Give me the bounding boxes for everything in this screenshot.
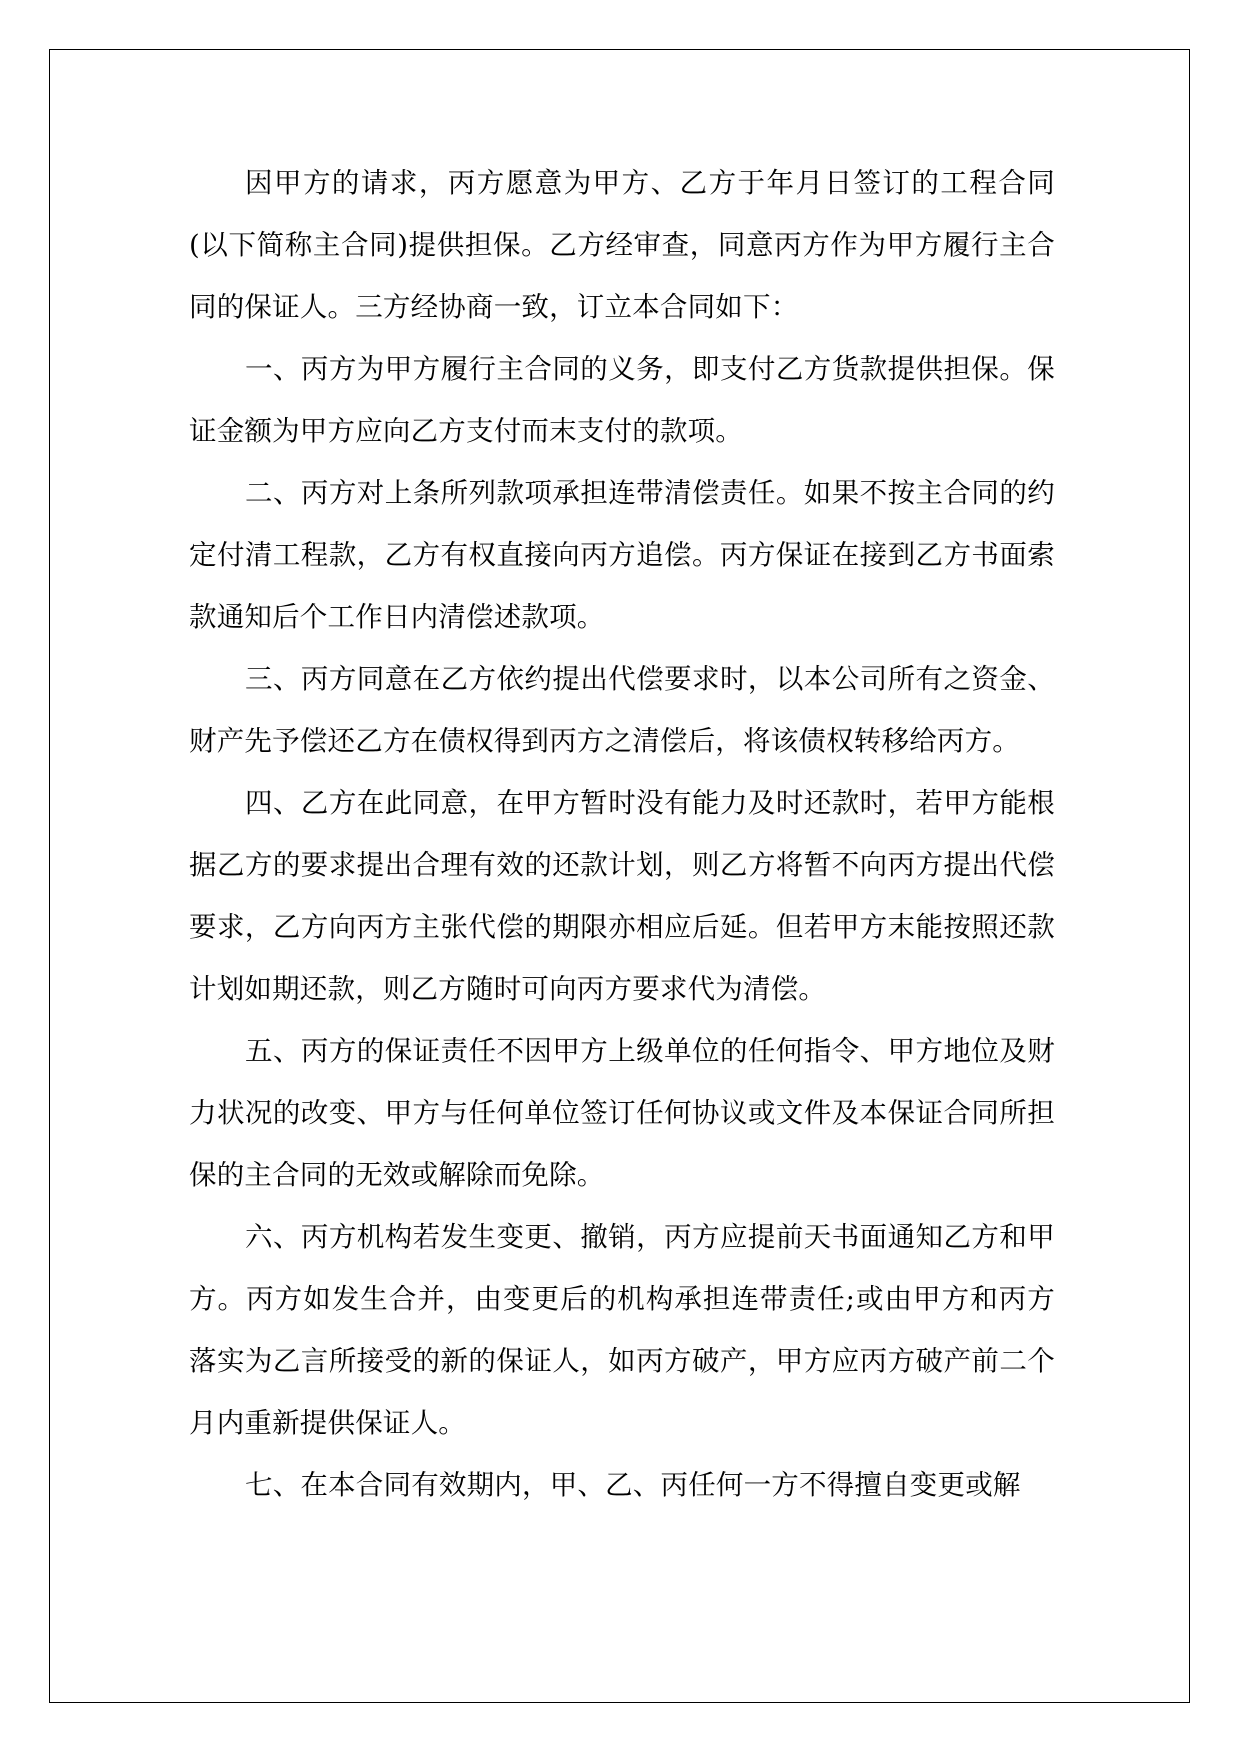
paragraph-clause-3: 三、丙方同意在乙方依约提出代偿要求时，以本公司所有之资金、财产先予偿还乙方在债权得到丙方之清偿后，将该债权转移给丙方。 (189, 663, 1055, 757)
paragraph-preamble: 因甲方的请求，丙方愿意为甲方、乙方于年月日签订的工程合同(以下简称主合同)提供担保。乙方经审查，同意丙方作为甲方履行主合同的保证人。三方经协商一致，订立本合同如下： (189, 167, 1055, 323)
paragraph-clause-6: 六、丙方机构若发生变更、撤销，丙方应提前天书面通知乙方和甲方。丙方如发生合并，由变更后的机构承担连带责任;或由甲方和丙方落实为乙言所接受的新的保证人，如丙方破产，甲方应丙方破产前二个月内重新提供保证人。 (189, 1221, 1055, 1439)
paragraph-clause-7: 七、在本合同有效期内，甲、乙、丙任何一方不得擅自变更或解 (245, 1469, 1021, 1501)
paragraph-clause-2: 二、丙方对上条所列款项承担连带清偿责任。如果不按主合同的约定付清工程款，乙方有权直接向丙方追偿。丙方保证在接到乙方书面索款通知后个工作日内清偿述款项。 (189, 477, 1055, 633)
contract-body (189, 152, 1055, 1516)
paragraph-clause-1: 一、丙方为甲方履行主合同的义务，即支付乙方货款提供担保。保证金额为甲方应向乙方支付而末支付的款项。 (189, 353, 1055, 447)
paragraph-clause-5: 五、丙方的保证责任不因甲方上级单位的任何指令、甲方地位及财力状况的改变、甲方与任何单位签订任何协议或文件及本保证合同所担保的主合同的无效或解除而免除。 (189, 1035, 1055, 1191)
paragraph-clause-4: 四、乙方在此同意，在甲方暂时没有能力及时还款时，若甲方能根据乙方的要求提出合理有效的还款计划，则乙方将暂不向丙方提出代偿要求，乙方向丙方主张代偿的期限亦相应后延。但若甲方末能按照还款计划如期还款，则乙方随时可向丙方要求代为清偿。 (189, 787, 1055, 1005)
